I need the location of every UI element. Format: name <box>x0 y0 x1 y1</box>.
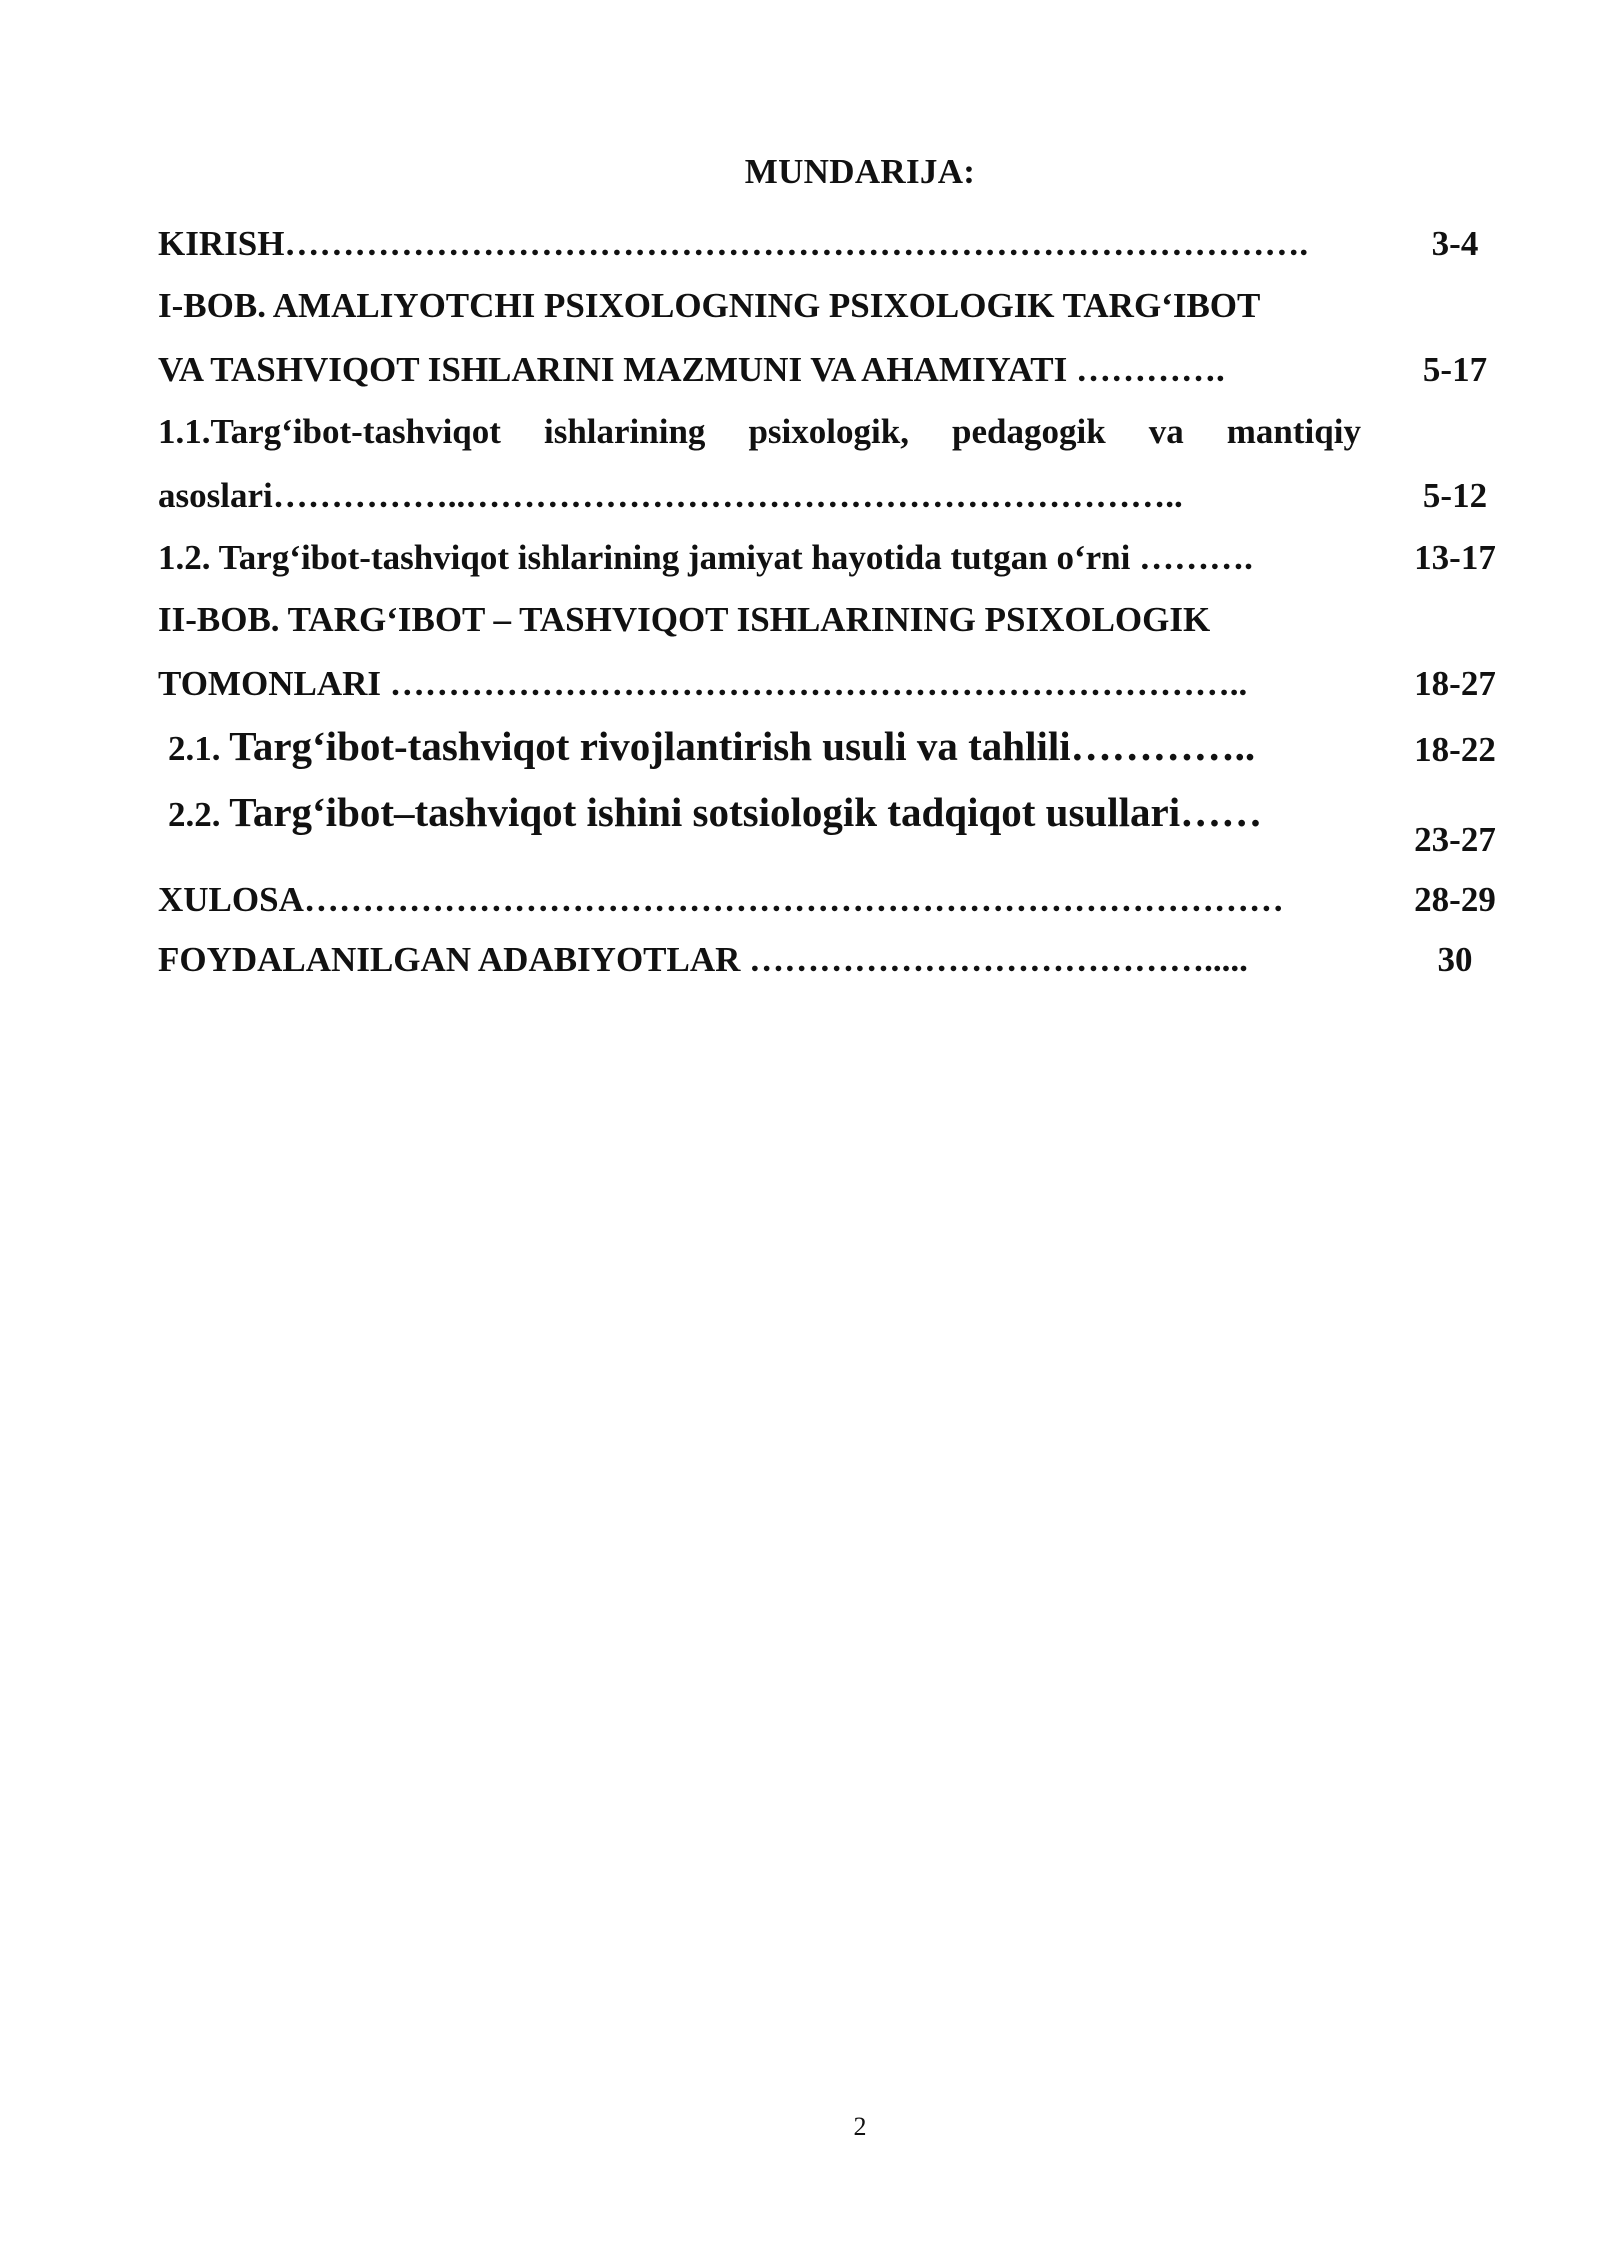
toc-entry-bob1-line2: VA TASHVIQOT ISHLARINI MAZMUNI VA AHAMIYATI …………. <box>158 350 1225 389</box>
toc-entry-2-1-number: 2.1. <box>168 729 230 768</box>
toc-word: 1.1.Targ‘ibot-tashviqot <box>158 412 501 451</box>
toc-word: pedagogik <box>952 412 1106 451</box>
toc-entry-bob2-line1: II-BOB. TARG‘IBOT – TASHVIQOT ISHLARINING PSIXOLOGIK <box>158 600 1211 639</box>
toc-page-adabiyotlar: 30 <box>1437 940 1473 979</box>
toc-page-1-2: 13-17 <box>1414 538 1496 577</box>
toc-page-2-2: 23-27 <box>1414 820 1496 859</box>
toc-page-kirish: 3-4 <box>1431 224 1479 263</box>
toc-word: psixologik, <box>748 412 909 451</box>
toc-entry-2-2 <box>168 789 1263 835</box>
toc-entry-1-1-line2: asoslari……………..…………………………………………………….. <box>158 476 1183 515</box>
toc-entry-1-2: 1.2. Targ‘ibot-tashviqot ishlarining jamiyat hayotida tutgan o‘rni ………. <box>158 538 1253 577</box>
toc-entry-2-2-text: Targ‘ibot–tashviqot ishini sotsiologik tadqiqot usullari…… <box>229 789 1263 835</box>
toc-entry-bob2-line2: TOMONLARI ……………………………………………………………….. <box>158 664 1248 703</box>
toc-entry-bob1-line1: I-BOB. AMALIYOTCHI PSIXOLOGNING PSIXOLOGIK TARG‘IBOT <box>158 286 1261 325</box>
toc-entry-2-1 <box>168 723 1256 769</box>
toc-entry-1-1-line1 <box>158 414 1361 449</box>
toc-entry-xulosa: XULOSA………………………………………………………………………… <box>158 880 1284 919</box>
page-number: 2 <box>853 2112 867 2141</box>
toc-entry-adabiyotlar: FOYDALANILGAN ADABIYOTLAR …………………………………..... <box>158 940 1248 979</box>
toc-word: va <box>1148 412 1184 451</box>
toc-entry-2-2-number: 2.2. <box>168 795 230 834</box>
toc-title: MUNDARIJA: <box>744 152 976 191</box>
toc-page-2-1: 18-22 <box>1414 730 1496 769</box>
toc-page-1-1: 5-12 <box>1422 476 1488 515</box>
toc-entry-2-1-text: Targ‘ibot-tashviqot rivojlantirish usuli va tahlili………….. <box>229 723 1256 769</box>
toc-word: ishlarining <box>543 412 706 451</box>
toc-entry-kirish: KIRISH……………………………………………………………………………. <box>158 224 1309 263</box>
toc-page-bob1: 5-17 <box>1422 350 1488 389</box>
toc-page-bob2: 18-27 <box>1414 664 1496 703</box>
toc-page-xulosa: 28-29 <box>1414 880 1496 919</box>
toc-word: mantiqiy <box>1226 412 1361 451</box>
